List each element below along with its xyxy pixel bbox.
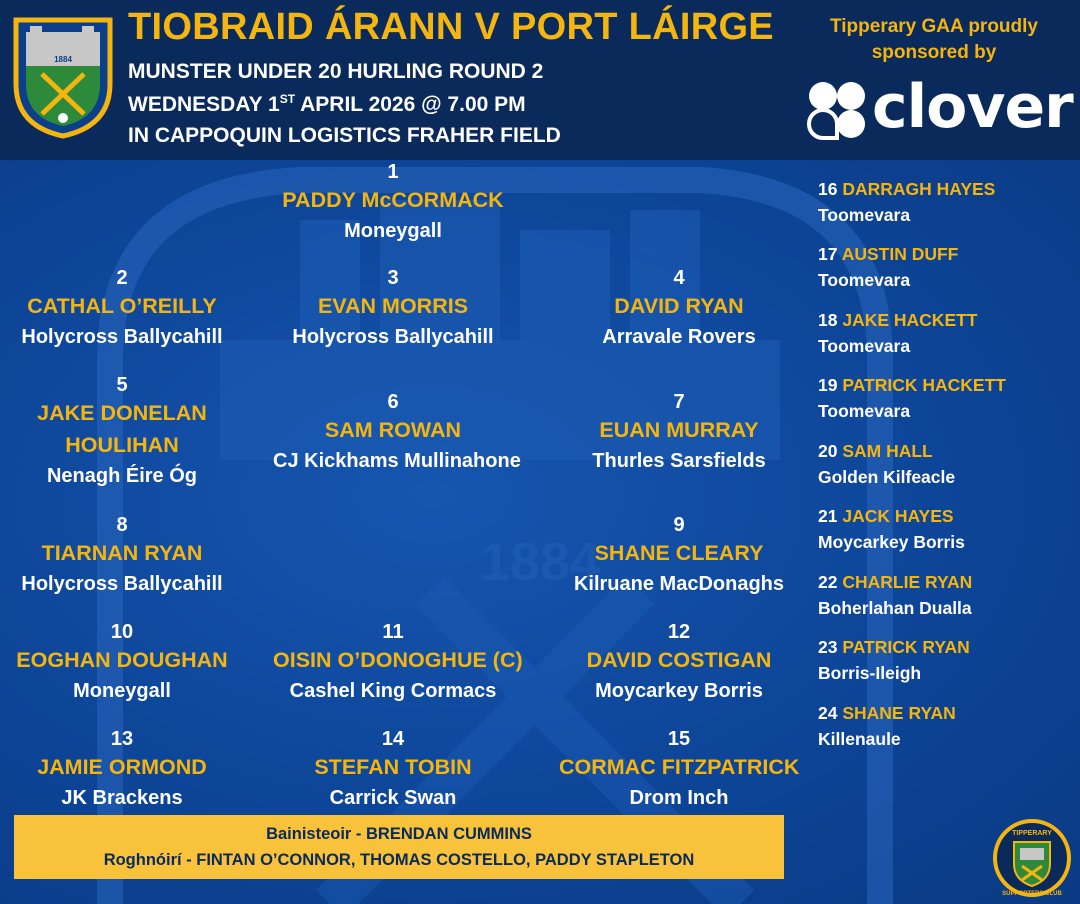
player-number: 8 <box>116 514 128 536</box>
player-number: 11 <box>382 621 404 643</box>
player-name: SHANE CLEARY <box>594 541 764 565</box>
sub-name: AUSTIN DUFF <box>841 244 959 264</box>
player-12 <box>559 620 799 706</box>
player-8 <box>2 513 242 599</box>
player-name: STEFAN TOBIN <box>314 755 472 779</box>
player-name: CATHAL O’REILLY <box>27 294 217 318</box>
watermark-year: 1884 <box>479 532 601 592</box>
player-club: Thurles Sarsfields <box>592 450 766 472</box>
sub-club: Boherlahan Dualla <box>818 598 972 618</box>
player-name-line-2: HOULIHAN <box>65 433 179 457</box>
player-5 <box>2 373 242 491</box>
player-club: Holycross Ballycahill <box>292 326 494 348</box>
tipperary-crest-icon <box>12 14 114 140</box>
player-1 <box>273 160 513 246</box>
sub-name: SHANE RYAN <box>842 703 956 723</box>
sub-club: Moycarkey Borris <box>818 532 965 552</box>
player-9 <box>559 513 799 599</box>
player-10 <box>2 620 242 706</box>
player-number: 6 <box>387 391 399 413</box>
management-box <box>14 815 784 879</box>
page-title: TIOBRAID ÁRANN V PORT LÁIRGE <box>128 6 774 48</box>
sub-name: PATRICK HACKETT <box>842 375 1006 395</box>
player-number: 1 <box>387 161 399 183</box>
player-name: JAKE DONELAN <box>37 401 207 425</box>
sub-16 <box>818 177 1068 229</box>
player-club: CJ Kickhams Mullinahone <box>273 450 521 472</box>
player-number: 14 <box>381 728 405 750</box>
player-2 <box>2 266 242 352</box>
sub-name: PATRICK RYAN <box>842 637 970 657</box>
player-number: 15 <box>667 728 691 750</box>
manager-label: Bainisteoir - BRENDAN CUMMINS <box>266 825 532 843</box>
sub-20 <box>818 439 1068 491</box>
sponsor-line-1: Tipperary GAA proudly <box>830 16 1038 37</box>
date-rest: APRIL 2026 @ 7.00 PM <box>295 93 526 116</box>
player-number: 12 <box>667 621 691 643</box>
player-club: Moneygall <box>344 220 442 242</box>
date-suffix: ST <box>279 92 296 106</box>
player-name: DAVID COSTIGAN <box>586 648 772 672</box>
sub-number: 20 <box>818 441 838 461</box>
player-club: Holycross Ballycahill <box>21 326 223 348</box>
match-venue: IN CAPPOQUIN LOGISTICS FRAHER FIELD <box>128 124 561 147</box>
player-name: EUAN MURRAY <box>599 418 759 442</box>
sub-23 <box>818 635 1068 687</box>
player-club: JK Brackens <box>61 787 183 809</box>
sub-name: JAKE HACKETT <box>842 310 978 330</box>
player-name: OISIN O’DONOGHUE (C) <box>273 648 523 672</box>
sub-name: DARRAGH HAYES <box>842 179 996 199</box>
sub-name: JACK HAYES <box>842 506 954 526</box>
match-date <box>128 92 526 117</box>
sub-name: SAM HALL <box>842 441 933 461</box>
sponsor-text <box>800 14 1068 66</box>
sub-number: 21 <box>818 506 838 526</box>
sub-22 <box>818 570 1068 622</box>
player-name: DAVID RYAN <box>614 294 744 318</box>
player-club: Cashel King Cormacs <box>289 680 497 702</box>
sub-club: Killenaule <box>818 729 901 749</box>
player-club: Arravale Rovers <box>602 326 756 348</box>
sub-name: CHARLIE RYAN <box>842 572 973 592</box>
sub-club: Toomevara <box>818 270 911 290</box>
sub-24 <box>818 701 1068 753</box>
selectors-label: Roghnóirí - FINTAN O’CONNOR, THOMAS COSTELLO, PADDY STAPLETON <box>103 851 695 869</box>
sub-19 <box>818 373 1068 425</box>
player-club: Nenagh Éire Óg <box>46 465 198 487</box>
player-number: 13 <box>110 728 134 750</box>
sub-17 <box>818 242 1068 294</box>
player-name: SAM ROWAN <box>324 418 462 442</box>
player-name: TIARNAN RYAN <box>41 541 203 565</box>
player-13 <box>2 727 242 813</box>
player-14 <box>273 727 513 813</box>
sub-number: 16 <box>818 179 838 199</box>
player-number: 3 <box>387 267 399 289</box>
player-number: 7 <box>673 391 685 413</box>
player-number: 10 <box>110 621 134 643</box>
player-name: PADDY McCORMACK <box>282 188 504 212</box>
player-15 <box>559 727 799 813</box>
player-club: Holycross Ballycahill <box>21 573 223 595</box>
sub-club: Toomevara <box>818 205 911 225</box>
player-11 <box>273 620 523 706</box>
crest-year: 1884 <box>54 55 72 64</box>
player-3 <box>273 266 513 352</box>
sub-number: 18 <box>818 310 838 330</box>
supporters-club-badge-icon <box>992 818 1072 898</box>
sub-club: Toomevara <box>818 401 911 421</box>
player-number: 4 <box>673 267 685 289</box>
sub-club: Golden Kilfeacle <box>818 467 956 487</box>
player-6 <box>273 390 521 476</box>
clover-logo-icon <box>806 80 868 140</box>
player-number: 9 <box>673 514 685 536</box>
player-name: CORMAC FITZPATRICK <box>559 755 800 779</box>
sub-number: 17 <box>818 244 838 264</box>
sponsor-name: clover <box>872 72 1073 142</box>
date-prefix: WEDNESDAY 1 <box>128 93 280 116</box>
player-7 <box>559 390 799 476</box>
competition-label: MUNSTER UNDER 20 HURLING ROUND 2 <box>128 60 544 83</box>
sub-number: 23 <box>818 637 838 657</box>
sub-18 <box>818 308 1068 360</box>
badge-bottom-text: SUPPORTERS CLUB <box>1002 891 1062 897</box>
badge-top-text: TIPPERARY <box>1012 830 1052 837</box>
sponsor-line-2: sponsored by <box>871 42 997 63</box>
player-name: JAMIE ORMOND <box>37 755 207 779</box>
header-bar <box>0 0 1080 160</box>
sub-number: 24 <box>818 703 838 723</box>
player-number: 2 <box>116 267 128 289</box>
player-4 <box>559 266 799 352</box>
player-name: EVAN MORRIS <box>317 294 469 318</box>
player-club: Moycarkey Borris <box>595 680 763 702</box>
player-club: Kilruane MacDonaghs <box>573 573 785 595</box>
sub-21 <box>818 504 1068 556</box>
sub-club: Toomevara <box>818 336 911 356</box>
sub-number: 19 <box>818 375 838 395</box>
player-club: Moneygall <box>73 680 171 702</box>
player-club: Carrick Swan <box>329 787 457 809</box>
player-number: 5 <box>116 374 128 396</box>
sub-club: Borris-Ileigh <box>818 663 922 683</box>
player-club: Drom Inch <box>629 787 729 809</box>
player-name: EOGHAN DOUGHAN <box>16 648 228 672</box>
sub-number: 22 <box>818 572 838 592</box>
